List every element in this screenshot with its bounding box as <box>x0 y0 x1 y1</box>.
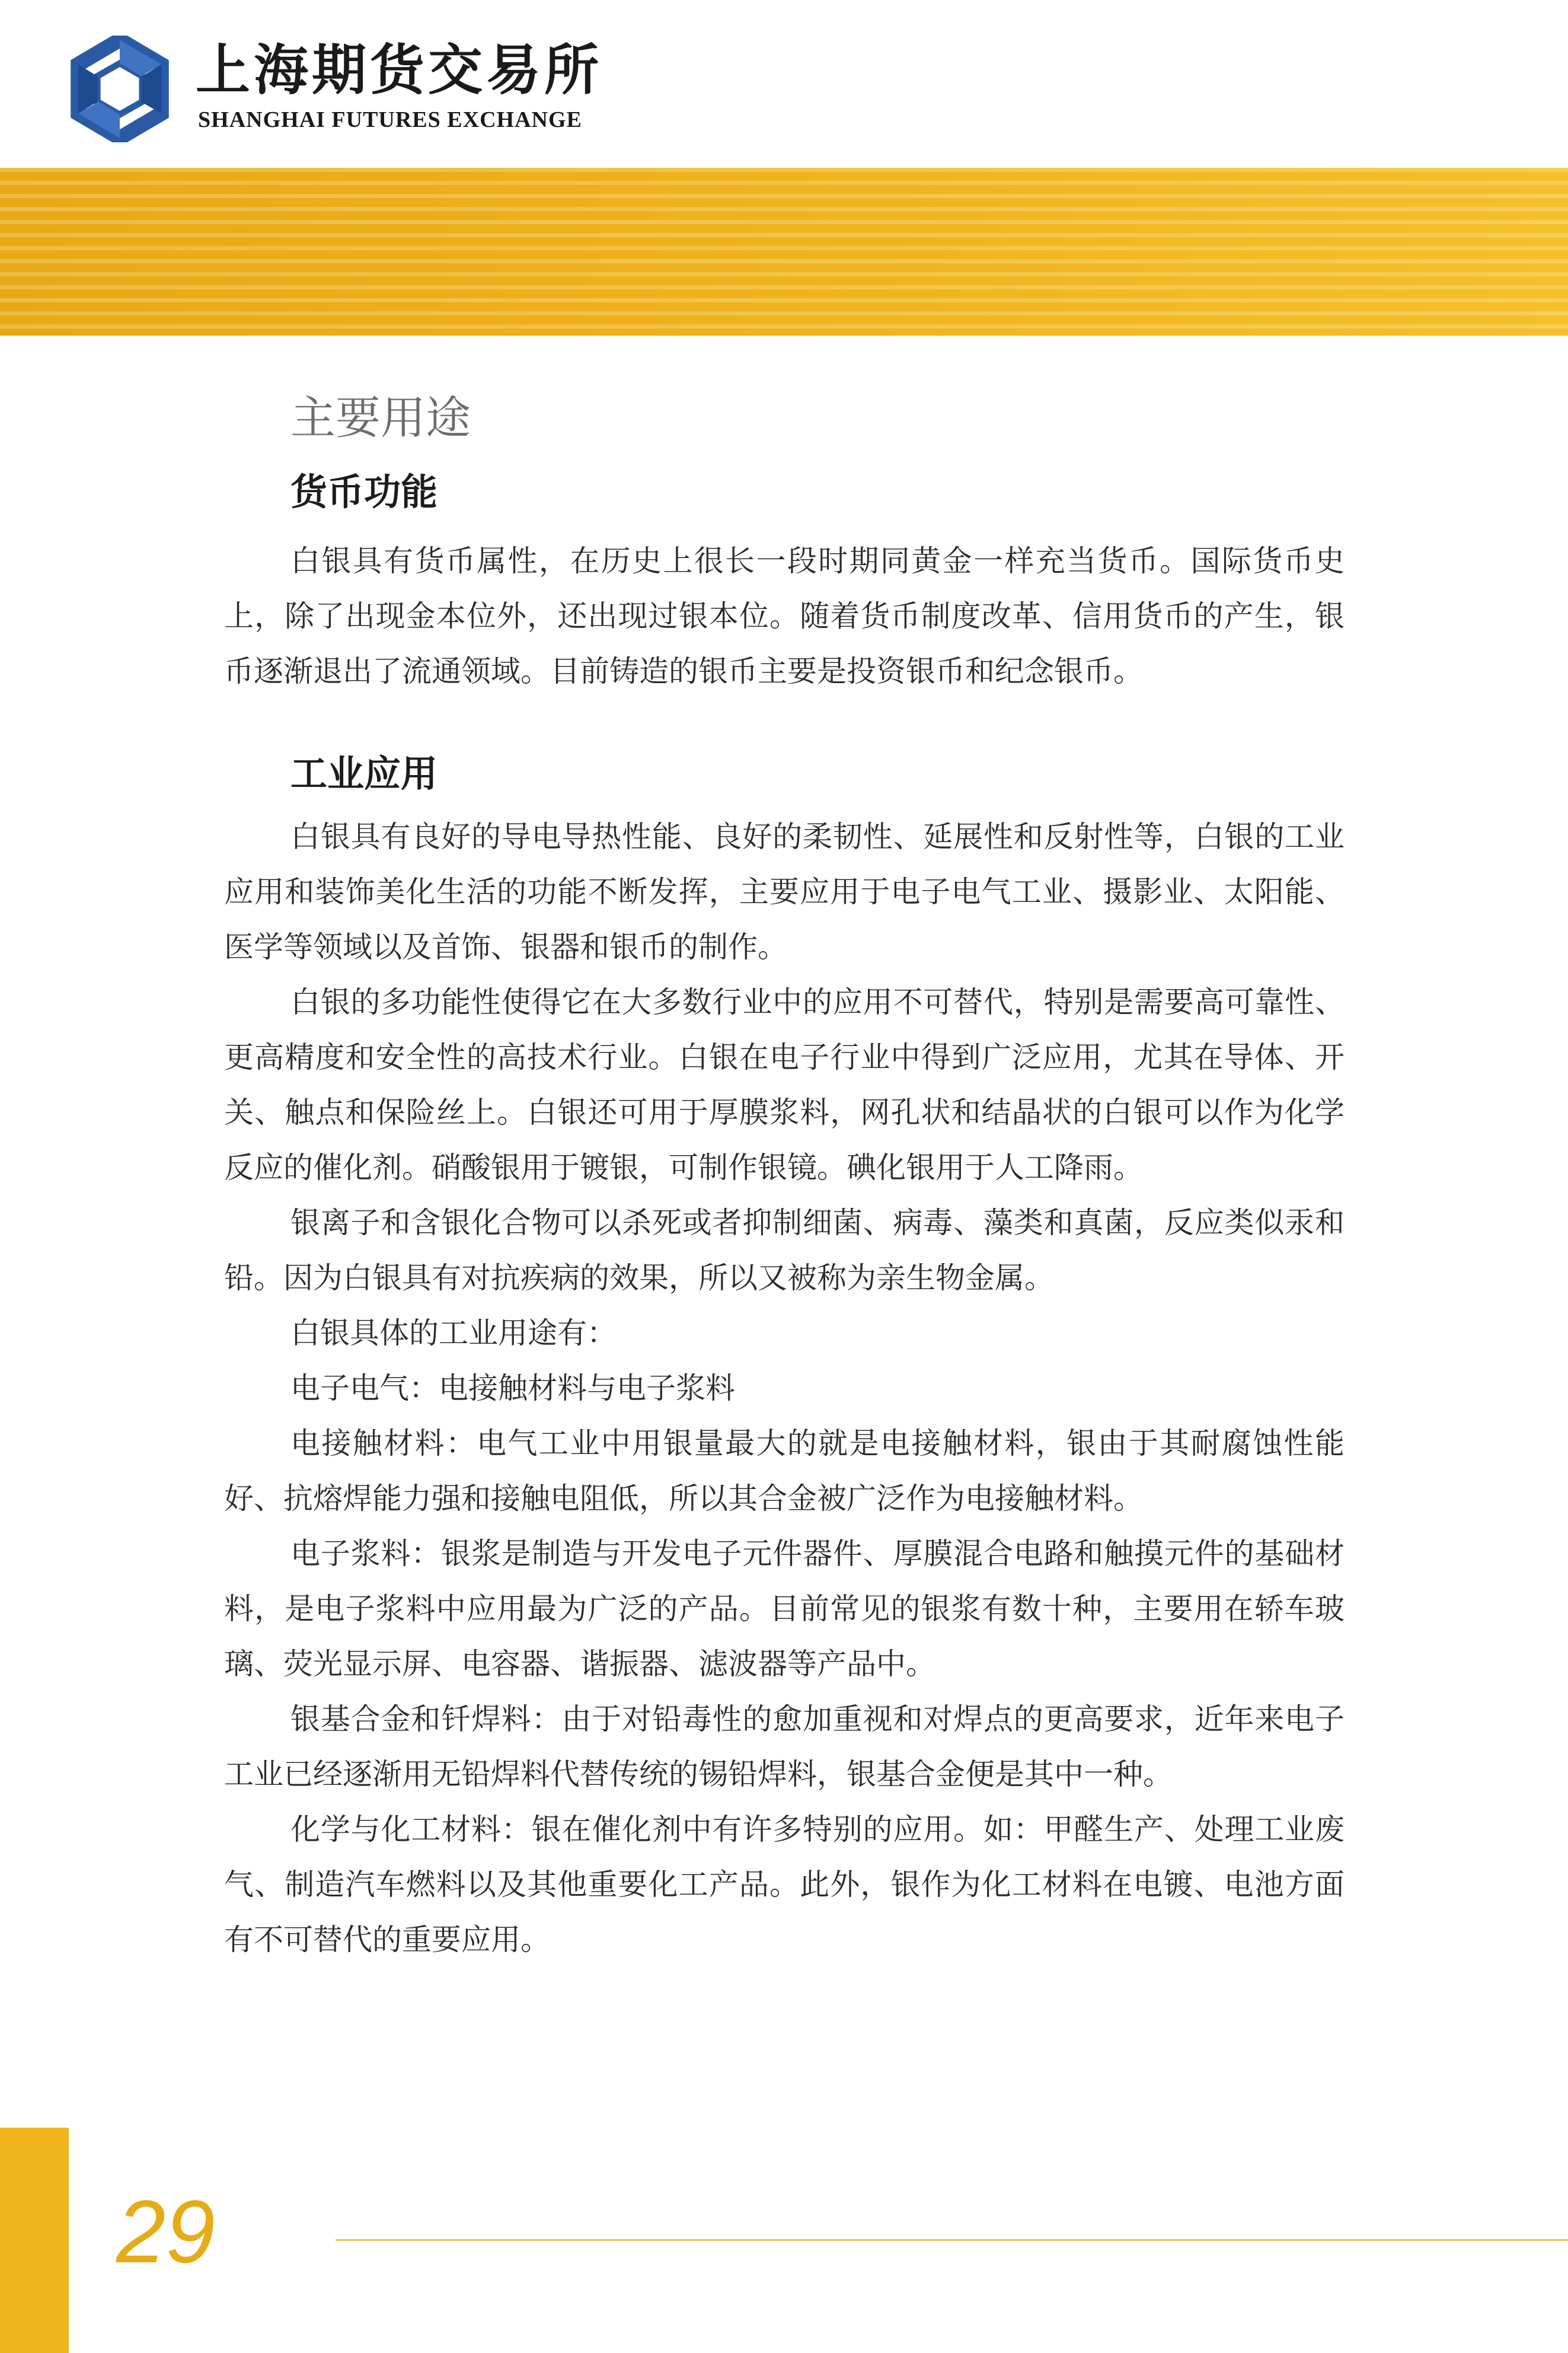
paragraph: 白银具有良好的导电导热性能、良好的柔韧性、延展性和反射性等，白银的工业应用和装饰美化生活的功能不断发挥，主要应用于电子电气工业、摄影业、太阳能、医学等领域以及首饰、银器和银币的制作。 <box>224 820 1345 964</box>
paragraph: 白银具有货币属性，在历史上很长一段时期同黄金一样充当货币。国际货币史上，除了出现金本位外，还出现过银本位。随着货币制度改革、信用货币的产生，银币逐渐退出了流通领域。目前铸造的银币主要是投资银币和纪念银币。 <box>224 544 1345 688</box>
footer-divider <box>336 2239 1568 2241</box>
paragraph: 白银具体的工业用途有： <box>290 1316 617 1350</box>
paragraph: 银基合金和钎焊料：由于对铅毒性的愈加重视和对焊点的更高要求，近年来电子工业已经逐渐用无铅焊料代替传统的锡铅焊料，银基合金便是其中一种。 <box>224 1702 1345 1791</box>
sfe-logo-icon <box>66 36 173 142</box>
paragraph: 电子电气：电接触材料与电子浆料 <box>290 1371 735 1405</box>
section-title: 主要用途 <box>290 391 471 444</box>
page-header <box>0 0 1568 168</box>
main-content <box>224 380 1345 1968</box>
subsection-title-industry: 工业应用 <box>290 752 438 795</box>
logo-chinese-name: 上海期货交易所 <box>196 38 603 102</box>
paragraph: 电接触材料：电气工业中用银量最大的就是电接触材料，银由于其耐腐蚀性能好、抗熔焊能力强和接触电阻低，所以其合金被广泛作为电接触材料。 <box>224 1426 1345 1516</box>
paragraph: 白银的多功能性使得它在大多数行业中的应用不可替代，特别是需要高可靠性、更高精度和安全性的高技术行业。白银在电子行业中得到广泛应用，尤其在导体、开关、触点和保险丝上。白银还可用于厚膜浆料，网孔状和结晶状的白银可以作为化学反应的催化剂。硝酸银用于镀银，可制作银镜。碘化银用于人工降雨。 <box>224 985 1345 1185</box>
logo-english-name: SHANGHAI FUTURES EXCHANGE <box>198 107 582 132</box>
footer-accent-bar <box>0 2128 69 2353</box>
paragraph: 电子浆料：银浆是制造与开发电子元件器件、厚膜混合电路和触摸元件的基础材料，是电子浆料中应用最为广泛的产品。目前常见的银浆有数十种，主要用在轿车玻璃、荧光显示屏、电容器、谐振器、滤波器等产品中。 <box>224 1536 1345 1681</box>
paragraph: 银离子和含银化合物可以杀死或者抑制细菌、病毒、藻类和真菌，反应类似汞和铅。因为白银具有对抗疾病的效果，所以又被称为亲生物金属。 <box>224 1206 1345 1295</box>
paragraph: 化学与化工材料：银在催化剂中有许多特别的应用。如：甲醛生产、处理工业废气、制造汽车燃料以及其他重要化工产品。此外，银作为化工材料在电镀、电池方面有不可替代的重要应用。 <box>224 1812 1345 1957</box>
subsection-title-currency: 货币功能 <box>290 470 438 514</box>
page-number: 29 <box>116 2182 215 2281</box>
header-stripe-band <box>0 168 1568 336</box>
